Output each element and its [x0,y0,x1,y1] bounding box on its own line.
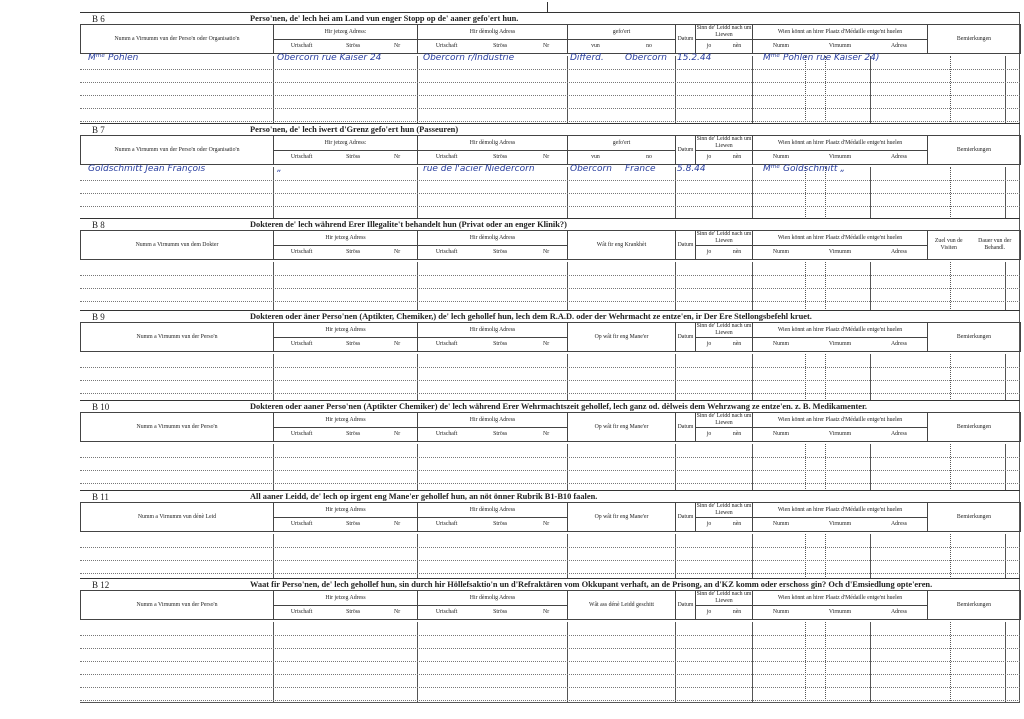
entry-line[interactable] [80,393,1020,394]
entry-line[interactable] [80,635,1020,636]
col-alive: Sinn de' Leidd nach um Liewen [696,231,752,244]
section-title: Dokteren oder aaner Perso'nen (Aptikter Chemiker) de' lech während Erer Wehrmachtszeit gehollef, lech ganz od. dèlweis dem Wehrzwang ze entze'en. z. B. Medikamenter. [250,402,868,411]
sub-label: Urtschaft [435,341,458,348]
col-former-address: Hir dèmolig Adress [418,231,568,246]
section-code: B 10 [92,402,110,412]
handwritten-to: Obercorn [625,53,667,63]
entry-line[interactable] [80,674,1020,675]
sub-label: Urtschaft [290,521,313,528]
col-duration: Dauer vun der Behandl. [978,238,1012,251]
entry-line[interactable] [80,687,1020,688]
entry-line[interactable] [80,301,1020,302]
entry-line[interactable] [80,108,1020,109]
entry-rows [80,444,1020,491]
sub-label: jo [706,249,712,256]
sub-label: Nr [543,154,550,161]
entry-line[interactable] [80,661,1020,662]
col-date: Datum [676,591,696,620]
entry-line[interactable] [80,275,1020,276]
col-heir: Wien könnt an hirer Plaatz d'Médaille entge'nt huelen [753,25,928,40]
column-header [80,590,1021,620]
sub-label: Urtschaft [435,249,458,256]
sub-label: Numm [772,249,790,256]
col-former-address: Hir dèmolig Adress [418,323,568,338]
entry-line[interactable] [80,193,1020,194]
entry-line[interactable] [80,573,1020,574]
col-alive: Sinn de' Leidd nach um Liewen [696,25,752,38]
sub-label: Nr [394,521,401,528]
entry-line[interactable] [80,82,1020,83]
sub-label: Virnumm [828,249,852,256]
col-former-address: Hir dèmolig Adress [418,591,568,606]
sub-label: no [646,154,652,161]
sub-label: Urtschaft [435,521,458,528]
col-date: Datum [676,323,696,352]
handwritten-current-address: „ [277,164,282,174]
sub-label: Numm [772,609,790,616]
col-former-address: Hir dèmolig Adress [418,503,568,518]
sub-label: Ströss [493,431,508,438]
col-current-address: Hir jetzeg Adress [274,231,418,246]
handwritten-date: 15.2.44 [677,53,712,63]
sub-label: Nr [394,249,401,256]
sub-label: Nr [543,431,550,438]
sub-label: Numm [772,521,790,528]
entry-line[interactable] [80,457,1020,458]
sub-label: Ströss [346,521,361,528]
col-alive: Sinn de' Leidd nach um Liewen [696,591,752,604]
section-title: Dokteren oder äner Perso'nen (Aptikter, Chemiker,) de' lech gehollef hun, lech dem R.A.D. oder der Wehrmacht ze entze'en, ir Der Ere Stellongsbefehl kruet. [250,312,812,321]
entry-line[interactable] [80,648,1020,649]
col-how: Wât ass dénè Leidd geschitt [568,591,676,620]
sub-label: Numm [772,341,790,348]
sub-label: jo [706,431,712,438]
col-former-address: Hir dèmolig Adress [418,25,568,40]
col-alive: Sinn de' Leidd nach um Liewen [696,136,752,149]
section-b7 [80,123,1020,219]
sub-label: Virnumm [828,521,852,528]
sub-label: jo [706,341,712,348]
col-former-address: Hir dèmolig Adress [418,413,568,428]
sub-label: Nr [543,521,550,528]
sub-label: vun [591,43,600,50]
sub-label: Adress [890,249,908,256]
sub-label: Adress [890,609,908,616]
col-how: Wât fir eng Krankhèt [568,231,676,260]
section-title: Perso'nen, de' lech hei am Land vun enger Stopp op de' aaner gefo'ert hun. [250,14,519,23]
handwritten-from: Differd. [570,53,604,63]
column-header [80,412,1021,442]
section-b9 [80,310,1020,401]
col-how: gefo'ert [568,25,676,40]
col-heir: Wien könnt an hirer Plaatz d'Médaille entge'nt huelen [753,591,928,606]
sub-label: Urtschaft [435,431,458,438]
col-date: Datum [676,503,696,532]
col-how: Op wât fir eng Mane'er [568,323,676,352]
section-code: B 11 [92,492,109,502]
col-name-header: Numm a Virnumm vun der Perso'n [81,323,274,352]
sub-label: Nr [394,341,401,348]
handwritten-former-address: Obercorn r/Industrie [423,53,515,63]
entry-line[interactable] [80,560,1020,561]
col-alive: Sinn de' Leidd nach um Liewen [696,413,752,426]
entry-rows [80,53,1020,124]
entry-line[interactable] [80,69,1020,70]
section-title: All aaner Leidd, de' lech op irgent eng Mane'er gehollef hun, an nöt önner Rubrik B1-B10 faalen. [250,492,598,501]
col-remarks: Bemierkungen [928,503,1021,532]
col-remarks: Bemierkungen [928,323,1021,352]
col-former-address: Hir dèmolig Adress [418,136,568,151]
sub-label: Nr [394,43,401,50]
col-date: Datum [676,413,696,442]
sub-label: Nr [394,609,401,616]
sub-label: Urtschaft [290,43,313,50]
section-code: B 8 [92,220,105,230]
sub-label: Adress [890,341,908,348]
sub-label: Nr [394,431,401,438]
top-mark [547,2,548,12]
col-current-address: Hir jetzeg Adress [274,591,418,606]
col-name-header: Numm a Virnumm vun der Perso'n oder Organisatio'n [81,136,274,165]
sub-label: Urtschaft [290,609,313,616]
sub-label: Urtschaft [290,341,313,348]
sub-label: Nr [543,43,550,50]
handwritten-former-address: rue de l'acier Niedercorn [423,164,535,174]
sub-label: Nr [543,341,550,348]
entry-line[interactable] [80,180,1020,181]
section-b8 [80,218,1020,311]
sub-label: Urtschaft [435,43,458,50]
sub-label: Ströss [346,249,361,256]
col-remarks [928,231,1021,260]
entry-line[interactable] [80,288,1020,289]
entry-rows [80,354,1020,401]
handwritten-name: Mᵐᵉ Pohlen [88,53,139,63]
handwritten-to: France [625,164,656,174]
sub-label: Ströss [493,609,508,616]
sub-label: nèn [732,521,742,528]
sub-label: no [646,43,652,50]
entry-line[interactable] [80,367,1020,368]
sub-label: Urtschaft [290,154,313,161]
handwritten-name: Goldschmitt Jean François [88,164,206,174]
section-title: Perso'nen, de' lech iwert d'Grenz gefo'ert hun (Passeuren) [250,125,459,134]
sub-label: Numm [772,154,790,161]
sub-label: nèn [732,154,742,161]
handwritten-date: 5.8.44 [677,164,706,174]
sub-label: Ströss [346,341,361,348]
section-code: B 7 [92,125,105,135]
col-remarks: Bemierkungen [928,25,1021,54]
sub-label: Ströss [493,521,508,528]
sub-label: Ströss [346,154,361,161]
sub-label: Nr [394,154,401,161]
section-title: Waat fir Perso'nen, de' lech gehollef hun, sin durch hir Höllefsaktio'n un d'Refraktären vom Okkupant verhaft, an de Prisong, an d'KZ komm oder erschoss gin? Och d'Emsiedlung opte'eren. [250,580,933,589]
sub-label: vun [591,154,600,161]
sub-label: Ströss [346,431,361,438]
col-current-address: Hir jetzeg Adress: [274,136,418,151]
col-heir: Wien könnt an hirer Plaatz d'Médaille entge'nt huelen [753,136,928,151]
col-name-header: Numm a Virnumm vun dem Dokter [81,231,274,260]
entry-rows [80,164,1020,219]
section-b6 [80,12,1020,124]
section-title: Dokteren de' lech während Erer Illegalite't behandelt hun (Privat oder an enger Klinik?) [250,220,567,229]
col-remarks: Bemierkungen [928,591,1021,620]
entry-rows [80,622,1020,703]
entry-line[interactable] [80,380,1020,381]
col-heir: Wien könnt an hirer Plaatz d'Médaille entge'nt huelen [753,503,928,518]
sub-label: nèn [732,609,742,616]
col-name-header: Numm a Virnumm vun der Perso'n oder Organisatio'n [81,25,274,54]
entry-line[interactable] [80,206,1020,207]
col-name-header: Numm a Virnumm vun dénè Leid [81,503,274,532]
sub-label: Virnumm [828,431,852,438]
sub-label: Virnumm [828,609,852,616]
col-current-address: Hir jetzeg Adress [274,413,418,428]
column-header [80,322,1021,352]
col-alive: Sinn de' Leidd nach um Liewen [696,503,752,516]
col-heir: Wien könnt an hirer Plaatz d'Médaille entge'nt huelen [753,413,928,428]
section-b11 [80,490,1020,579]
sub-label: Adress [890,43,908,50]
section-code: B 12 [92,580,110,590]
sub-label: Adress [890,521,908,528]
sub-label: Virnumm [828,43,852,50]
handwritten-current-address: Obercorn rue Kaiser 24 [277,53,382,63]
sub-label: nèn [732,431,742,438]
sub-label: Virnumm [828,154,852,161]
col-current-address: Hir jetzeg Adress: [274,25,418,40]
sub-label: Urtschaft [290,249,313,256]
col-how: Op wât fir eng Mane'er [568,503,676,532]
col-remarks: Bemierkungen [928,413,1021,442]
sub-label: Nr [543,609,550,616]
entry-line[interactable] [80,547,1020,548]
sub-label: nèn [732,249,742,256]
sub-label: Adress [890,154,908,161]
col-name-header: Numm a Virnumm vun der Perso'n [81,591,274,620]
entry-rows [80,534,1020,579]
entry-line[interactable] [80,121,1020,122]
sub-label: Numm [772,43,790,50]
col-current-address: Hir jetzeg Adress [274,323,418,338]
sub-label: nèn [732,43,742,50]
col-date: Datum [676,25,696,54]
handwritten-from: Obercorn [570,164,612,174]
entry-line[interactable] [80,483,1020,484]
sub-label: jo [706,43,712,50]
entry-rows [80,262,1020,311]
col-how: Op wât fir eng Mane'er [568,413,676,442]
column-header [80,502,1021,532]
col-heir: Wien könnt an hirer Plaatz d'Médaille entge'nt huelen [753,231,928,246]
sub-label: Ströss [493,341,508,348]
section-b10 [80,400,1020,491]
col-current-address: Hir jetzeg Adress [274,503,418,518]
sub-label: jo [706,154,712,161]
col-alive: Sinn de' Leidd nach um Liewen [696,323,752,336]
col-heir: Wien könnt an hirer Plaatz d'Médaille entge'nt huelen [753,323,928,338]
entry-line[interactable] [80,700,1020,701]
handwritten-heir: Mᵐᵉ Pohlen rue Kaiser 24) [763,53,880,63]
entry-line[interactable] [80,470,1020,471]
sub-label: Urtschaft [435,154,458,161]
column-header [80,24,1021,54]
col-remarks: Bemierkungen [928,136,1021,165]
sub-label: Nr [543,249,550,256]
col-how: gefo'ert [568,136,676,151]
handwritten-heir: Mᵐᵉ Goldschmitt „ [763,164,845,174]
sub-label: Adress [890,431,908,438]
sub-label: Urtschaft [435,609,458,616]
sub-label: jo [706,521,712,528]
sub-label: Numm [772,431,790,438]
entry-line[interactable] [80,95,1020,96]
sub-label: Ströss [346,609,361,616]
sub-label: Ströss [493,154,508,161]
sub-label: Urtschaft [290,431,313,438]
section-b12 [80,578,1020,703]
sub-label: nèn [732,341,742,348]
col-date: Datum [676,136,696,165]
col-visits: Zuel vun de Visiten [934,238,963,251]
section-code: B 6 [92,14,105,24]
sub-label: Ströss [346,43,361,50]
column-header [80,135,1021,165]
column-header [80,230,1021,260]
col-name-header: Numm a Virnumm vun der Perso'n [81,413,274,442]
section-code: B 9 [92,312,105,322]
sub-label: Ströss [493,43,508,50]
col-date: Datum [676,231,696,260]
sub-label: Virnumm [828,341,852,348]
sub-label: jo [706,609,712,616]
sub-label: Ströss [493,249,508,256]
